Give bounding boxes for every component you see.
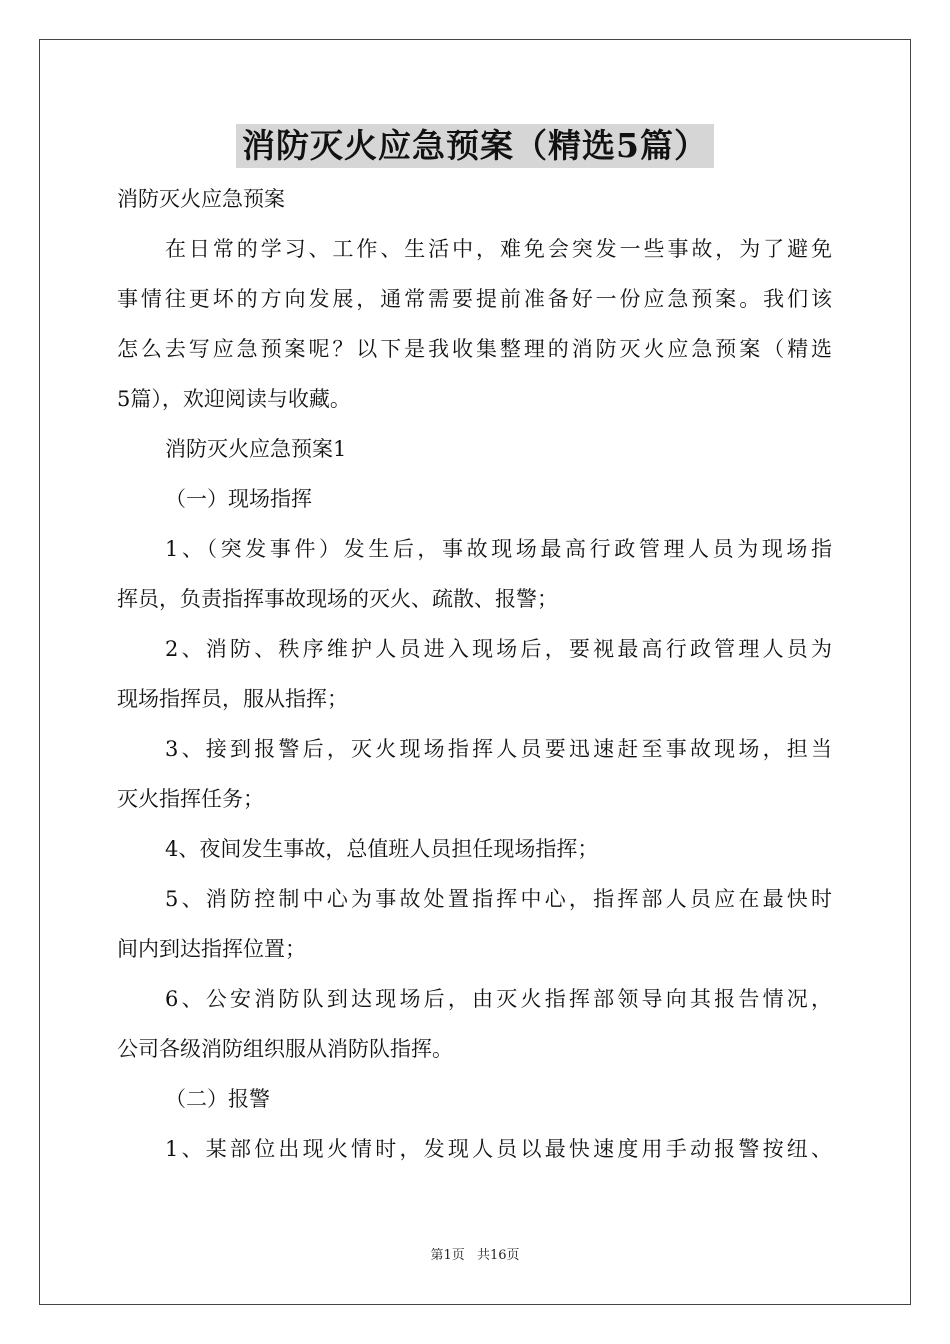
list-item-line: 4、夜间发生事故，总值班人员担任现场指挥； xyxy=(165,837,599,861)
subsection-heading: （一）现场指挥 xyxy=(165,487,312,511)
page-border xyxy=(39,39,911,1305)
list-item-line: 1、某部位出现火情时，发现人员以最快速度用手动报警按纽、 xyxy=(165,1137,832,1161)
doc-subtitle: 消防灭火应急预案 xyxy=(117,187,285,211)
list-item-line: 灭火指挥任务； xyxy=(117,787,264,811)
list-item-line: 2、消防、秩序维护人员进入现场后，要视最高行政管理人员为 xyxy=(165,637,832,661)
subsection-heading: （二）报警 xyxy=(165,1087,270,1111)
list-item-line: 挥员，负责指挥事故现场的灭火、疏散、报警； xyxy=(117,587,558,611)
document-title: 消防灭火应急预案（精选5篇） xyxy=(236,124,714,168)
paragraph-line: 5篇），欢迎阅读与收藏。 xyxy=(117,387,351,411)
list-item-line: 6、公安消防队到达现场后，由灭火指挥部领导向其报告情况， xyxy=(165,987,832,1011)
list-item-line: 现场指挥员，服从指挥； xyxy=(117,687,348,711)
list-item-line: 间内到达指挥位置； xyxy=(117,937,306,961)
list-item-line: 3、接到报警后，灭火现场指挥人员要迅速赶至事故现场，担当 xyxy=(165,737,832,761)
list-item-line: 5、消防控制中心为事故处置指挥中心，指挥部人员应在最快时 xyxy=(165,887,832,911)
paragraph-line: 在日常的学习、工作、生活中，难免会突发一些事故，为了避免 xyxy=(165,237,832,261)
title-wrap xyxy=(0,124,950,168)
section-heading: 消防灭火应急预案1 xyxy=(165,437,347,461)
page-number: 第1页 xyxy=(430,1248,465,1263)
page-total: 共16页 xyxy=(476,1248,520,1263)
list-item-line: 1、（突发事件）发生后，事故现场最高行政管理人员为现场指 xyxy=(165,537,832,561)
paragraph-line: 事情往更坏的方向发展，通常需要提前准备好一份应急预案。我们该 xyxy=(117,287,832,311)
list-item-line: 公司各级消防组织服从消防队指挥。 xyxy=(117,1037,453,1061)
page-footer xyxy=(0,1247,950,1265)
paragraph-line: 怎么去写应急预案呢？以下是我收集整理的消防灭火应急预案（精选 xyxy=(117,337,832,361)
